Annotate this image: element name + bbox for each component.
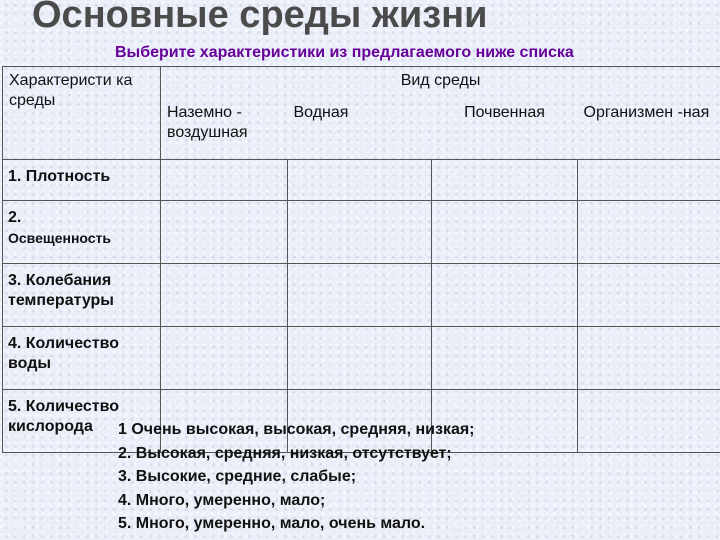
group-header-label: Вид среды (400, 72, 481, 89)
corner-header-label: Характеристи ка среды (9, 72, 133, 109)
list-item: 1 Очень высокая, высокая, средняя, низкая; (118, 421, 475, 438)
answer-cell[interactable] (578, 201, 720, 264)
answer-cell[interactable] (578, 264, 720, 327)
answer-cell[interactable] (161, 160, 288, 201)
column-header-land-air (161, 97, 288, 160)
table-row (3, 264, 720, 327)
column-header-water (288, 97, 432, 160)
list-item: 5. Много, умеренно, мало, очень мало. (118, 515, 426, 532)
answer-cell[interactable] (288, 160, 432, 201)
column-header-organism (578, 97, 720, 160)
row-header-label: 3. Колебания температуры (8, 272, 114, 309)
row-header-label: 1. Плотность (8, 168, 111, 185)
row-header-water (3, 327, 161, 390)
row-header-density (3, 160, 161, 201)
row-header-label: Освещенность (8, 230, 112, 246)
answer-cell[interactable] (432, 160, 578, 201)
table-row (3, 201, 720, 264)
list-item: 2. Высокая, средняя, низкая, отсутствует; (118, 444, 452, 462)
column-header-soil (432, 97, 578, 160)
answer-cell[interactable] (578, 160, 720, 201)
instruction-subtitle: Выберите характеристики из предлагаемого ниже списка (115, 44, 574, 61)
answer-cell[interactable] (432, 201, 578, 264)
group-header-cell (161, 67, 720, 98)
row-header-label: 4. Количество воды (8, 335, 120, 372)
list-item: 3. Высокие, средние, слабые; (118, 468, 357, 485)
row-header-label: 2. (8, 209, 22, 226)
options-list (118, 418, 475, 536)
answer-cell[interactable] (161, 327, 288, 390)
answer-cell[interactable] (578, 327, 720, 390)
row-header-label: 5. Количество кислорода (8, 398, 120, 435)
answer-cell[interactable] (432, 327, 578, 390)
answer-cell[interactable] (288, 201, 432, 264)
column-header-label: Организмен -ная (583, 104, 710, 121)
answer-cell[interactable] (161, 201, 288, 264)
habitat-characteristics-table (2, 66, 720, 453)
table-header-row (3, 67, 720, 98)
answer-cell[interactable] (432, 264, 578, 327)
page-title: Основные среды жизни (32, 0, 488, 36)
corner-header-cell (3, 67, 161, 160)
table-row (3, 160, 720, 201)
list-item: 4. Много, умеренно, мало; (118, 491, 326, 509)
column-header-label: Наземно - воздушная (167, 104, 248, 141)
column-header-label: Почвенная (464, 104, 545, 121)
answer-cell[interactable] (161, 264, 288, 327)
answer-cell[interactable] (288, 327, 432, 390)
column-header-label: Водная (293, 104, 349, 121)
answer-cell[interactable] (288, 264, 432, 327)
row-header-illumination (3, 201, 161, 264)
answer-cell[interactable] (578, 390, 720, 453)
table-row (3, 327, 720, 390)
row-header-temperature (3, 264, 161, 327)
